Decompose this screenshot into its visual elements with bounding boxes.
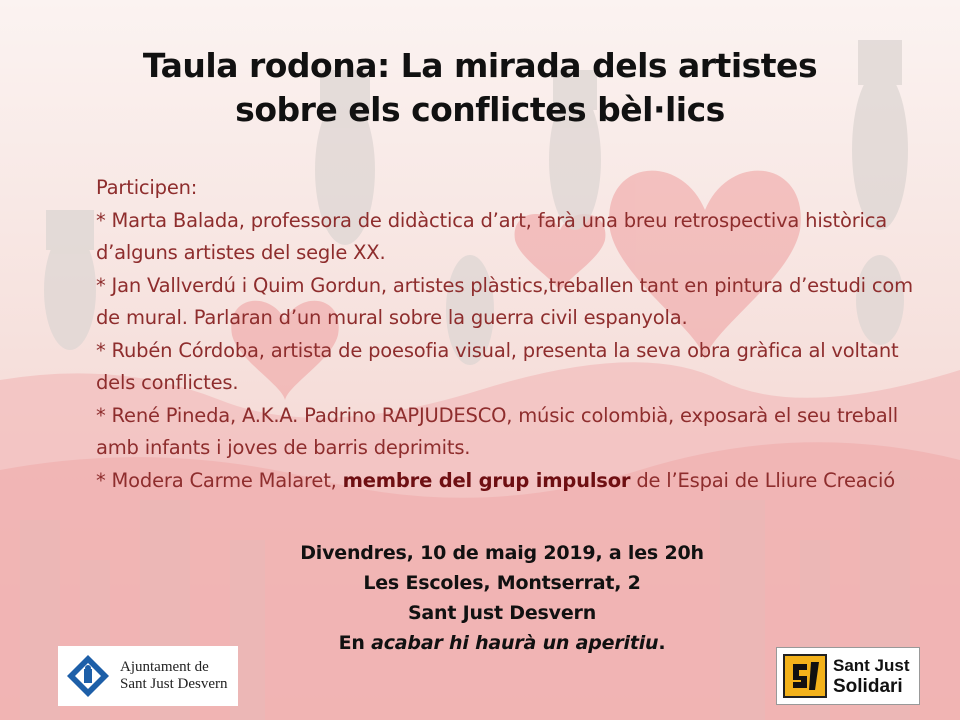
- participant-item-1: * Marta Balada, professora de didàctica d’art, farà una breu retrospectiva històrica d’alguns artistes del segle XX.: [96, 208, 888, 264]
- title-line-1: Taula rodona: La mirada dels artistes: [142, 46, 818, 85]
- solidari-line-1: Sant Just: [833, 656, 910, 675]
- sant-just-solidari-logo: [776, 647, 920, 705]
- ajuntament-line-1: Ajuntament de: [120, 659, 209, 675]
- solidari-line-2: Solidari: [833, 676, 903, 697]
- event-note-italic: acabar hi haurà un aperitiu: [371, 632, 659, 654]
- participant-item-3: * Rubén Córdoba, artista de poesofia visual, presenta la seva obra gràfica al voltant dels conflictes.: [96, 338, 899, 394]
- moderator-item: [96, 465, 916, 498]
- ajuntament-logo: [58, 646, 238, 706]
- event-note-prefix: En: [338, 632, 372, 654]
- event-town: Sant Just Desvern: [407, 602, 597, 624]
- moderator-highlight: membre del grup impulsor: [342, 468, 631, 492]
- participants-intro: Participen:: [96, 176, 198, 199]
- participants-block: [96, 172, 916, 497]
- event-note-suffix: .: [658, 632, 666, 654]
- event-date: Divendres, 10 de maig 2019, a les 20h: [300, 542, 704, 564]
- event-details: [0, 538, 960, 658]
- moderator-suffix: de l’Espai de Lliure Creació: [630, 468, 895, 492]
- event-place: Les Escoles, Montserrat, 2: [363, 572, 641, 594]
- ajuntament-line-2: Sant Just Desvern: [120, 676, 228, 692]
- participant-item-2: * Jan Vallverdú i Quim Gordun, artistes plàstics,treballen tant en pintura d’estudi com de mural. Parlaran d’un mural sobre la guerra civil espanyola.: [96, 273, 913, 329]
- municipal-shield-icon: [64, 652, 112, 700]
- title-line-2: sobre els conflictes bèl·lics: [235, 90, 725, 129]
- participant-item-4: * René Pineda, A.K.A. Padrino RAPJUDESCO, músic colombià, exposarà el seu treball amb infants i joves de barris deprimits.: [96, 403, 898, 459]
- moderator-prefix: * Modera Carme Malaret,: [96, 468, 343, 492]
- poster-title: [0, 44, 960, 132]
- solidari-logo-icon: [783, 654, 827, 698]
